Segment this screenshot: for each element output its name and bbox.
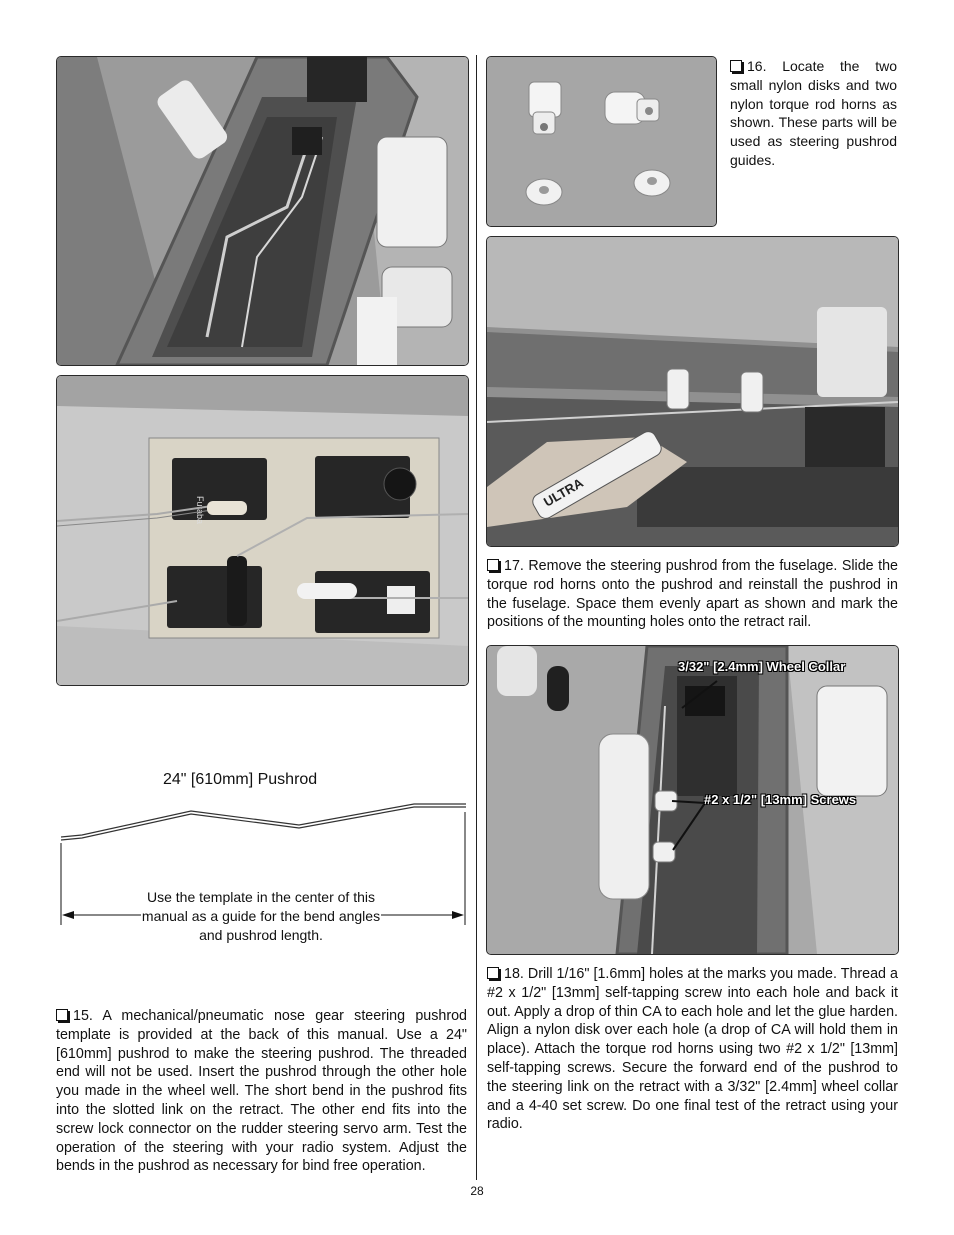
template-title: 24" [610mm] Pushrod — [163, 771, 318, 788]
svg-text:ULTRA: ULTRA — [541, 475, 586, 510]
servo-top-right — [315, 456, 416, 518]
svg-text:Futaba: Futaba — [195, 496, 205, 525]
step-18-checkbox[interactable] — [487, 967, 499, 979]
step-16-text: 16. Locate the two small nylon disks and two nylon torque rod horns as shown. These parts will be used as steering pushrod guides. — [730, 58, 897, 168]
callout-wheel-collar: 3/32" [2.4mm] Wheel Collar — [678, 659, 846, 674]
step-15-checkbox[interactable] — [56, 1009, 68, 1021]
photo-nylon-parts-drawing — [487, 57, 716, 226]
step-16-checkbox[interactable] — [730, 60, 742, 72]
step-17-text: 17. Remove the steering pushrod from the fuselage. Slide the torque rod horns onto the pushrod and reinstall the pushrod in the fuselage. Space them evenly apart as shown and mark the positions of the mounting holes onto the retract rail. — [487, 558, 898, 631]
step-17-checkbox[interactable] — [487, 559, 499, 571]
photo-wheel-well-pushrod — [56, 56, 469, 366]
step-18-text: 18. Drill 1/16" [1.6mm] holes at the marks you made. Thread a #2 x 1/2" [13mm] self-tapping screw into each hole and back it out. Apply a drop of thin CA to each hole and let the glue harden. Align a nylon disk over each hole (a drop of CA will hold them in place). Attach the torque rod horns using two #2 x 1/2" [13mm] self-tapping screws. Secure the forward end of the pushrod to the steering link on the retract with a 3/32" [2.4mm] wheel collar and a 4-40 set screw. Do one final test of the retract using your radio. — [487, 966, 898, 1133]
photo-servo-tray — [56, 375, 469, 686]
page-number: 28 — [470, 1184, 484, 1198]
photo-wheel-well-drawing — [57, 57, 468, 365]
servo-bottom-right — [315, 571, 430, 633]
callout-screws: #2 x 1/2" [13mm] Screws — [704, 792, 857, 807]
nylon-disk-left — [526, 179, 562, 205]
step-17 — [487, 557, 898, 632]
photo-marking-horns-drawing — [487, 237, 898, 546]
photo-marking-horns — [486, 236, 899, 547]
step-15-text: 15. A mechanical/pneumatic nose gear steering pushrod template is provided at the back of this manual. Use a 24" [610mm] pushrod to make the steering pushrod. The threaded end will not be used. Insert the pushrod through the other hole you made in the wheel well. The short bend in the pushrod fits into the slotted link on the retract. The other end fits into the screw lock connector on the rudder steering servo arm. Test the operation of the steering with your radio system. Adjust the bends in the pushrod as necessary for bind free operation. — [56, 1008, 467, 1175]
photo-servo-tray-drawing — [57, 376, 468, 685]
step-15 — [56, 1007, 467, 1176]
photo-nylon-parts — [486, 56, 717, 227]
template-note: Use the template in the center of this manual as a guide for the bend angles and pushrod length. — [141, 889, 381, 943]
step-18 — [487, 965, 898, 1134]
step-16 — [730, 57, 897, 170]
photo-installed-guides — [486, 645, 899, 955]
servo-bottom-left — [167, 556, 262, 628]
nylon-disk-right — [634, 170, 670, 196]
column-divider — [476, 55, 477, 1180]
